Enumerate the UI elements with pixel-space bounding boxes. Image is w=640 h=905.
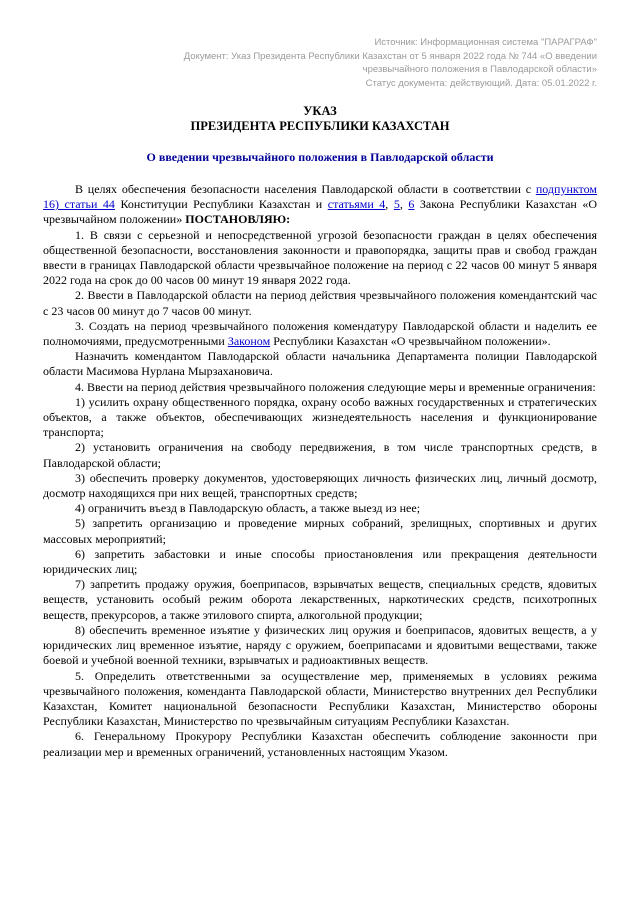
paragraph-point-2: 2. Ввести в Павлодарской области на период действия чрезвычайного положения комендантский час с 23 часов 00 минут до 7 часов 00 минут. bbox=[43, 288, 597, 318]
meta-source-line: Источник: Информационная система "ПАРАГРАФ" bbox=[374, 37, 597, 48]
paragraph-point-4: 4. Ввести на период действия чрезвычайного положения следующие меры и временные ограничения: bbox=[75, 379, 596, 394]
paragraph-point-6: 6. Генеральному Прокурору Республики Казахстан обеспечить соблюдение законности при реализации мер и временных ограничений, установленных настоящим Указом. bbox=[43, 729, 597, 759]
paragraph-subpoint-7: 7) запретить продажу оружия, боеприпасов, взрывчатых веществ, специальных средств, ядовитых веществ, установить особый режим оборота лекарственных, наркотических средств, психотропных веществ, прекурсоров, а также этилового спирта, алкогольной продукции; bbox=[43, 577, 597, 622]
text-run: В целях обеспечения безопасности населения Павлодарской области в соответствии с bbox=[75, 182, 536, 196]
link-article-6[interactable]: 6 bbox=[408, 197, 415, 212]
document-subject-title: О введении чрезвычайного положения в Павлодарской области bbox=[146, 150, 494, 164]
paragraph-subpoint-3: 3) обеспечить проверку документов, удостоверяющих личность физических лиц, личный досмотр, досмотр находящихся при них вещей, транспортных средств; bbox=[43, 470, 597, 501]
document-body bbox=[43, 182, 597, 760]
meta-status-line: Статус документа: действующий. Дата: 05.01.2022 г. bbox=[365, 78, 597, 89]
resolve-word: ПОСТАНОВЛЯЮ: bbox=[185, 212, 291, 227]
document-meta bbox=[119, 36, 597, 90]
text-run: 3. Создать на период чрезвычайного положения комендатуру Павлодарской области и наделить ее полномочиями, предусмотренными bbox=[43, 318, 597, 349]
text-run: Республики Казахстан «О чрезвычайном положении». bbox=[270, 334, 551, 349]
title-president-line: ПРЕЗИДЕНТА РЕСПУБЛИКИ КАЗАХСТАН bbox=[190, 119, 450, 133]
paragraph-subpoint-2: 2) установить ограничения на свободу передвижения, в том числе транспортных средств, в Павлодарской области; bbox=[43, 440, 597, 470]
document-title bbox=[43, 104, 597, 134]
link-article-4[interactable]: статьями 4 bbox=[327, 197, 386, 212]
meta-document-line: Документ: Указ Президента Республики Казахстан от 5 января 2022 года № 744 «О введении чрезвычайного положения в Павлодарской области» bbox=[183, 51, 597, 75]
paragraph-subpoint-8: 8) обеспечить временное изъятие у физических лиц оружия и боеприпасов, ядовитых веществ, а у юридических лиц временное изъятие, наряду с оружием, боеприпасами и ядовитыми веществами, также боевой и учебной военной техники, взрывчатых и радиоактивных веществ. bbox=[43, 622, 597, 668]
paragraph-subpoint-5: 5) запретить организацию и проведение мирных собраний, зрелищных, спортивных и других массовых мероприятий; bbox=[43, 516, 597, 546]
paragraph-point-5: 5. Определить ответственными за осуществление мер, применяемых в условиях режима чрезвычайного положения, коменданта Павлодарской области, Министерство внутренних дел Республики Казахстан, Комитет национальной безопасности Республики Казахстан, Министерство обороны Республики Казахстан, Министерство по чрезвычайным ситуациям Республики Казахстан. bbox=[43, 668, 597, 729]
text-run: , bbox=[399, 197, 409, 212]
text-run: , bbox=[385, 197, 394, 212]
link-law-on-state-of-emergency[interactable]: Законом bbox=[227, 334, 271, 349]
text-run: Конституции Республики Казахстан и bbox=[114, 197, 328, 212]
link-subpoint-16-article-44[interactable]: подпунктом 16) статьи 44 bbox=[43, 182, 597, 212]
paragraph-point-3 bbox=[43, 319, 597, 349]
title-decree-word: УКАЗ bbox=[303, 104, 337, 118]
paragraph-commandant-appointment: Назначить комендантом Павлодарской области начальника Департамента полиции Павлодарской области Масимова Нурлана Мырзахановича. bbox=[43, 349, 597, 379]
link-article-5[interactable]: 5 bbox=[393, 197, 400, 212]
paragraph-subpoint-4: 4) ограничить въезд в Павлодарскую область, а также выезд из нее; bbox=[75, 501, 421, 516]
text-run: Закона Республики Казахстан «О чрезвычайном положении» bbox=[43, 197, 598, 227]
paragraph-point-1: 1. В связи с серьезной и непосредственной угрозой безопасности граждан в целях обеспечения общественной безопасности, восстановления законности и правопорядка, защиты прав и свобод граждан ввести в границах Павлодарской области чрезвычайное положение на период с 22 часов 00 минут 5 января 2022 года на срок до 00 часов 00 минут 19 января 2022 года. bbox=[43, 227, 597, 288]
paragraph-subpoint-1: 1) усилить охрану общественного порядка, охрану особо важных государственных и стратегических объектов, а также объектов, обеспечивающих жизнедеятельность населения и функционирование транспорта; bbox=[43, 394, 597, 440]
paragraph-preamble bbox=[43, 182, 597, 228]
paragraph-subpoint-6: 6) запретить забастовки и иные способы приостановления или прекращения деятельности юридических лиц; bbox=[43, 546, 597, 577]
